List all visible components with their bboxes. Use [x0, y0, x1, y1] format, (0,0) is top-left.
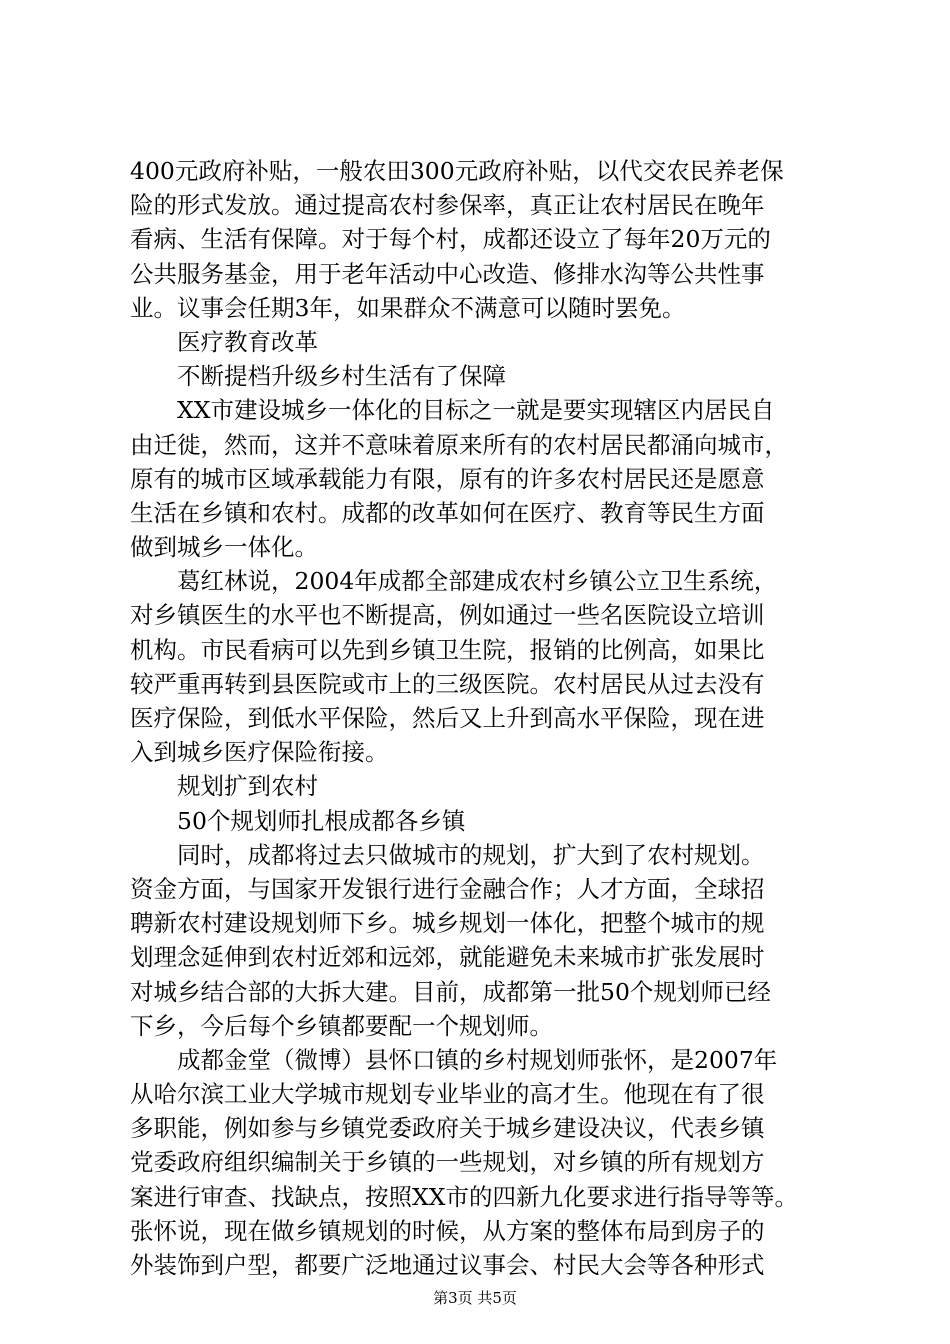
text-line: 党委政府组织编制关于乡镇的一些规划，对乡镇的所有规划方: [130, 1148, 765, 1177]
text-line: 葛红林说，2004年成都全部建成农村乡镇公立卫生系统，: [177, 567, 778, 596]
text-line: 成都金堂（微博）县怀口镇的乡村规划师张怀，是2007年: [177, 1045, 778, 1074]
document-body: [130, 154, 835, 1282]
text-line: 多职能，例如参与乡镇党委政府关于城乡建设决议，代表乡镇: [130, 1114, 765, 1143]
text-line: 外装饰到户型，都要广泛地通过议事会、村民大会等各种形式: [130, 1251, 765, 1279]
text-line: 聘新农村建设规划师下乡。城乡规划一体化，把整个城市的规: [130, 909, 765, 938]
text-line: 医疗保险，到低水平保险，然后又上升到高水平保险，现在进: [130, 704, 765, 732]
text-line: 资金方面，与国家开发银行进行金融合作；人才方面，全球招: [130, 874, 765, 903]
text-line: 原有的城市区域承载能力有限，原有的许多农村居民还是愿意: [130, 464, 765, 493]
text-line: 看病、生活有保障。对于每个村，成都还设立了每年20万元的: [130, 225, 771, 254]
text-line: 由迁徙，然而，这并不意味着原来所有的农村居民都涌向城市，: [130, 430, 788, 459]
text-line: 案进行审查、找缺点，按照XX市的四新九化要求进行指导等等。: [130, 1182, 798, 1211]
text-line: 划理念延伸到农村近郊和远郊，就能避免未来城市扩张发展时: [130, 943, 765, 972]
text-line: 50个规划师扎根成都各乡镇: [177, 806, 466, 835]
text-line: 险的形式发放。通过提高农村参保率，真正让农村居民在晚年: [130, 191, 765, 220]
text-line: XX市建设城乡一体化的目标之一就是要实现辖区内居民自: [177, 396, 775, 425]
text-line: 从哈尔滨工业大学城市规划专业毕业的高才生。他现在有了很: [130, 1080, 765, 1109]
text-line: 对城乡结合部的大拆大建。目前，成都第一批50个规划师已经: [130, 977, 771, 1006]
text-line: 机构。市民看病可以先到乡镇卫生院，报销的比例高，如果比: [130, 635, 765, 664]
text-line: 400元政府补贴，一般农田300元政府补贴，以代交农民养老保: [130, 157, 784, 185]
text-line: 不断提档升级乡村生活有了保障: [177, 362, 506, 391]
text-line: 做到城乡一体化。: [130, 533, 318, 562]
text-line: 对乡镇医生的水平也不断提高，例如通过一些名医院设立培训: [130, 601, 765, 630]
text-line: 公共服务基金，用于老年活动中心改造、修排水沟等公共性事: [130, 259, 765, 288]
text-line: 张怀说，现在做乡镇规划的时候，从方案的整体布局到房子的: [130, 1216, 765, 1245]
text-line: 同时，成都将过去只做城市的规划，扩大到了农村规划。: [177, 840, 765, 869]
page-footer: 第3页 共5页: [433, 1289, 517, 1307]
text-line: 较严重再转到县医院或市上的三级医院。农村居民从过去没有: [130, 669, 765, 698]
text-line: 医疗教育改革: [177, 327, 318, 356]
text-line: 规划扩到农村: [177, 772, 318, 801]
text-line: 生活在乡镇和农村。成都的改革如何在医疗、教育等民生方面: [130, 498, 765, 527]
text-line: 下乡，今后每个乡镇都要配一个规划师。: [130, 1011, 553, 1040]
text-line: 业。议事会任期3年，如果群众不满意可以随时罢免。: [130, 293, 686, 322]
text-line: 入到城乡医疗保险衔接。: [130, 738, 389, 767]
